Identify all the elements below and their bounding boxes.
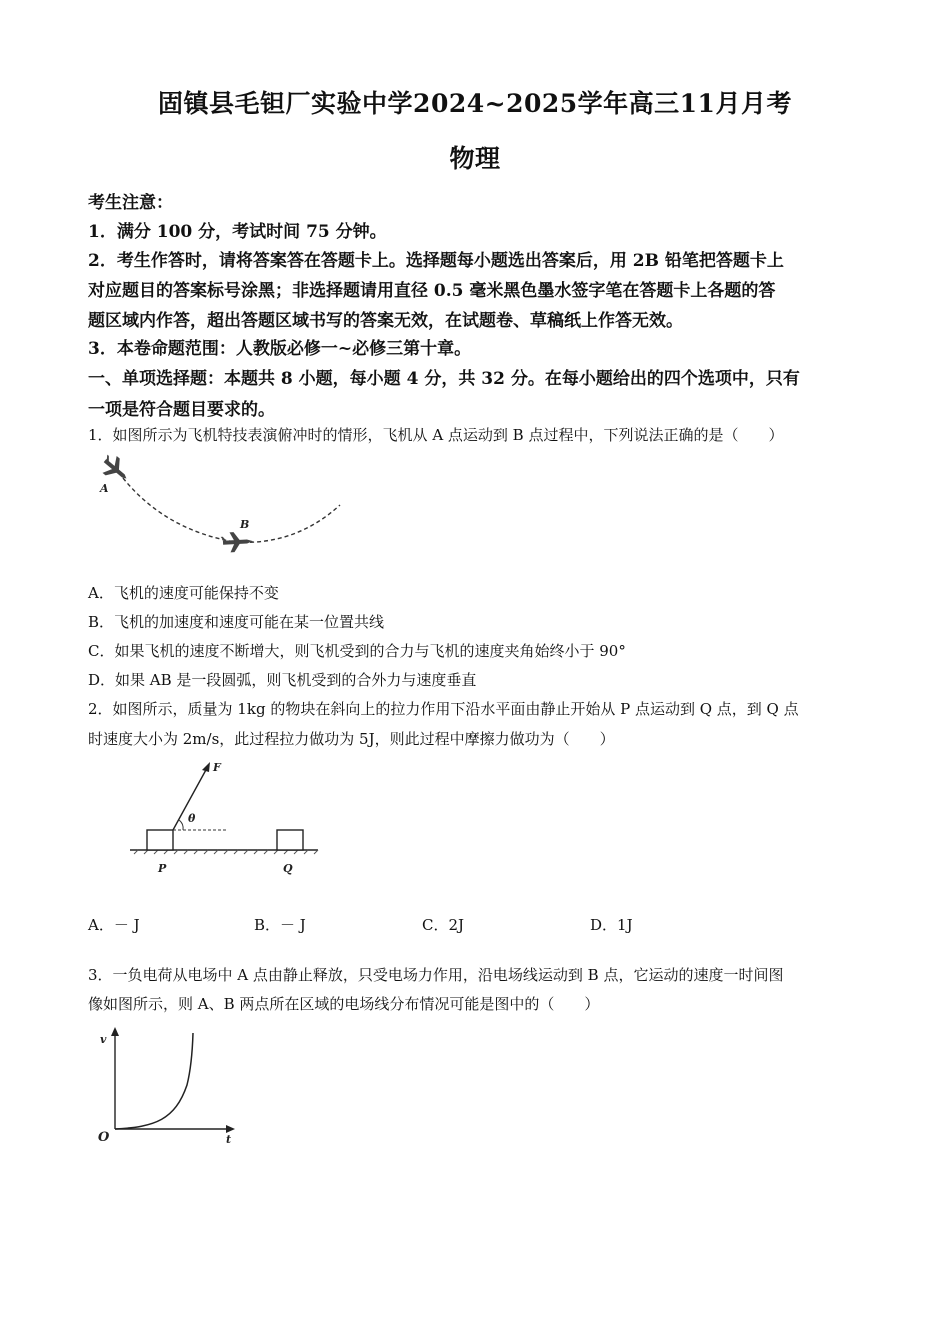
q3-stem-cont: 像如图所示，则 A、B 两点所在区域的电场线分布情况可能是图中的（ ）: [88, 995, 600, 1013]
notice-item: 2．考生作答时，请将答案答在答题卡上。选择题每小题选出答案后，用 2B 铅笔把答题卡上: [88, 251, 784, 271]
notice-item: 对应题目的答案标号涂黑；非选择题请用直径 0.5 毫米黑色墨水签字笔在答题卡上各题的答: [88, 281, 776, 301]
q1-option-d[interactable]: D．如果 AB 是一段圆弧，则飞机受到的合外力与速度垂直: [88, 671, 477, 689]
q2-option-d[interactable]: D．1J: [590, 916, 633, 934]
q1-figure: [95, 450, 355, 560]
label-b: B: [240, 518, 250, 531]
section-heading-cont: 一项是符合题目要求的。: [88, 400, 275, 420]
label-v: v: [100, 1033, 107, 1046]
label-f: F: [213, 761, 221, 774]
label-theta: θ: [188, 812, 196, 825]
q2-option-b[interactable]: B．－ J: [254, 916, 306, 934]
q2-option-a[interactable]: A．－ J: [88, 916, 140, 934]
q1-option-a[interactable]: A．飞机的速度可能保持不变: [88, 584, 279, 602]
vt-curve: [115, 1033, 193, 1129]
exam-title: 固镇县毛钽厂实验中学2024~2025学年高三11月月考: [158, 89, 792, 118]
q2-stem-cont: 时速度大小为 2m/s，此过程拉力做功为 5J，则此过程中摩擦力做功为（ ）: [88, 730, 615, 748]
label-o: O: [98, 1130, 110, 1145]
q2-option-c[interactable]: C．2J: [422, 916, 465, 934]
section-heading: 一、单项选择题：本题共 8 小题，每小题 4 分，共 32 分。在每小题给出的四个选项中，只有: [88, 369, 800, 389]
block-q: [277, 830, 303, 850]
q2-stem: 2．如图所示，质量为 1kg 的物块在斜向上的拉力作用下沿水平面由静止开始从 P 点运动到 Q 点，到 Q 点: [88, 700, 799, 718]
q1-stem: 1．如图所示为飞机特技表演俯冲时的情形，飞机从 A 点运动到 B 点过程中，下列说法正确的是（ ）: [88, 426, 784, 444]
q3-figure: [95, 1025, 255, 1155]
block-p: [147, 830, 173, 850]
notice-item: 题区域内作答，超出答题区域书写的答案无效，在试题卷、草稿纸上作答无效。: [88, 311, 683, 331]
subject-title: 物理: [449, 144, 501, 173]
q1-option-c[interactable]: C．如果飞机的速度不断增大，则飞机受到的合力与飞机的速度夹角始终小于 90°: [88, 642, 626, 660]
notice-item: 1．满分 100 分，考试时间 75 分钟。: [88, 222, 387, 242]
label-a: A: [100, 482, 109, 495]
notice-heading: 考生注意：: [88, 193, 173, 213]
label-p: P: [158, 862, 167, 875]
label-q: Q: [283, 862, 293, 875]
q1-option-b[interactable]: B．飞机的加速度和速度可能在某一位置共线: [88, 613, 385, 631]
q2-figure: [128, 758, 328, 878]
notice-item: 3．本卷命题范围：人教版必修一~必修三第十章。: [88, 339, 472, 359]
q3-stem: 3．一负电荷从电场中 A 点由静止释放，只受电场力作用，沿电场线运动到 B 点，它运动的速度一时间图: [88, 966, 784, 984]
label-t: t: [226, 1133, 232, 1146]
plane-b-icon: [220, 531, 253, 553]
